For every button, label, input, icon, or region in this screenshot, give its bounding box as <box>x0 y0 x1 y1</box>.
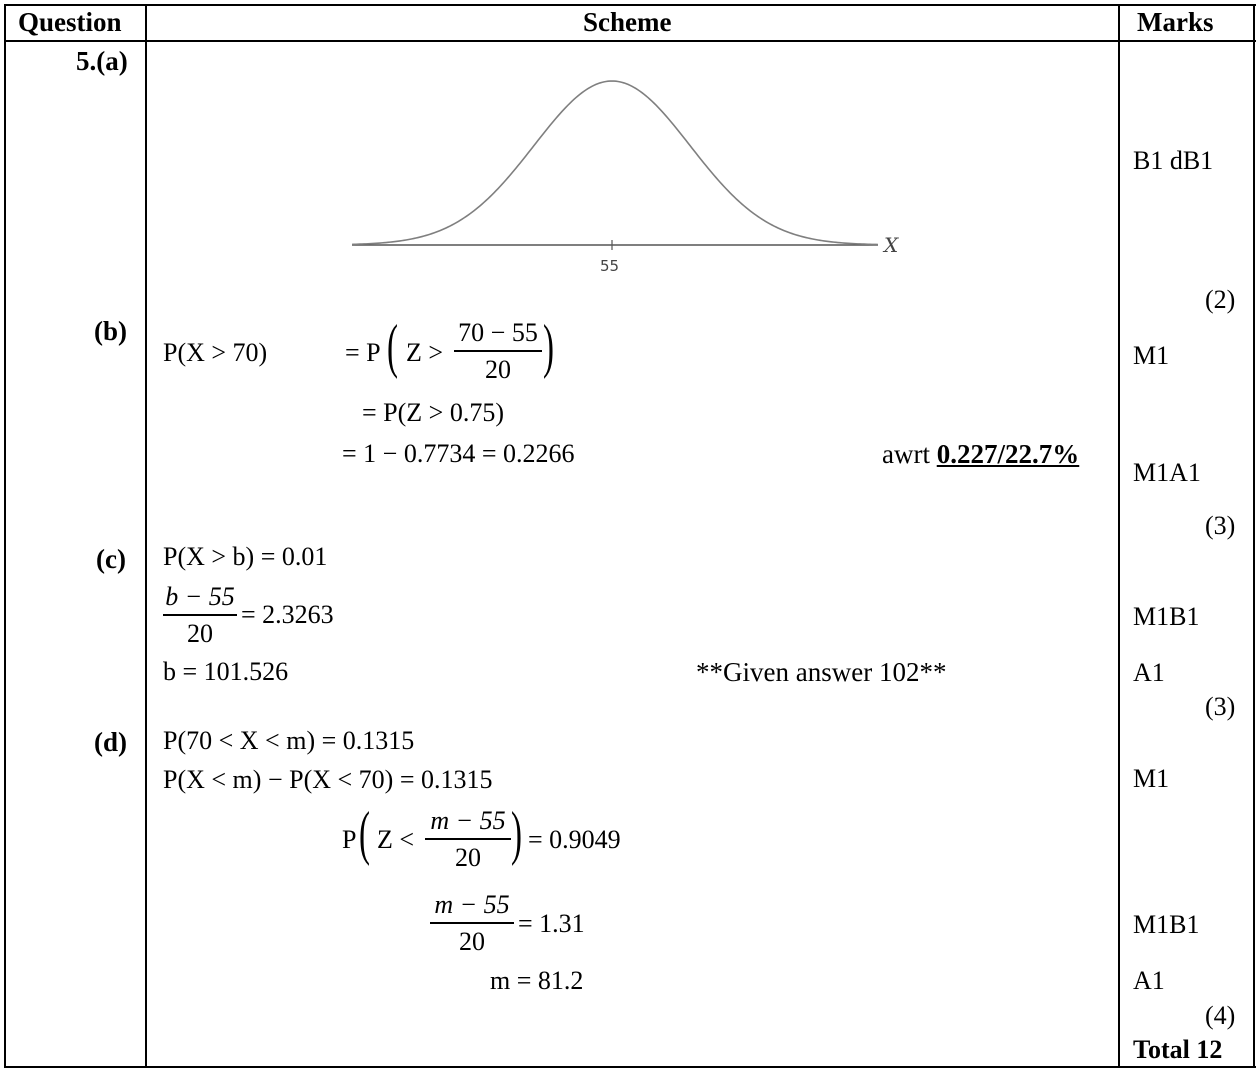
column-divider-1 <box>145 4 147 1068</box>
part-d-frac2-num: m − 55 <box>434 890 510 919</box>
part-c-frac-rhs: = 2.3263 <box>241 600 334 629</box>
part-c-frac-den: 20 <box>187 618 213 648</box>
part-d-frac1-bar <box>425 838 511 840</box>
part-d-fraction-2 <box>430 892 514 955</box>
part-d-mark1: M1 <box>1133 764 1170 793</box>
header-divider <box>4 40 1256 42</box>
part-c-fraction <box>163 584 237 647</box>
part-c-note: **Given answer 102** <box>696 657 947 687</box>
part-d-left-paren: ( <box>359 800 370 866</box>
part-b-fraction <box>454 320 542 383</box>
part-d-mark3: A1 <box>1133 966 1165 995</box>
part-b-line1-pre: = P <box>345 338 381 367</box>
part-a-label: 5.(a) <box>76 46 128 76</box>
part-d-line3-inner: Z < <box>377 825 415 854</box>
part-b-label: (b) <box>94 316 127 346</box>
part-b-left-paren: ( <box>387 313 398 379</box>
table-border-left <box>4 4 6 1068</box>
table-border-bottom <box>4 1066 1256 1068</box>
part-d-line1: P(70 < X < m) = 0.1315 <box>163 726 415 755</box>
part-d-right-paren: ) <box>511 800 522 866</box>
part-d-line3-pre: P <box>342 825 357 854</box>
part-c-frac-num: b − 55 <box>165 582 235 611</box>
header-scheme: Scheme <box>583 7 672 37</box>
part-d-frac1-den: 20 <box>455 842 481 872</box>
part-b-awrt-value: 0.227/22.7% <box>936 439 1080 469</box>
part-b-line1-left: P(X > 70) <box>163 338 268 367</box>
column-divider-2 <box>1118 4 1120 1068</box>
part-c-mark1: M1B1 <box>1133 602 1200 631</box>
part-b-frac-bar <box>454 350 542 352</box>
part-d-total: (4) <box>1205 1001 1236 1030</box>
part-c-mark2: A1 <box>1133 658 1165 687</box>
part-b-line1-inner: Z > <box>406 338 444 367</box>
part-b-line2: = P(Z > 0.75) <box>362 398 504 427</box>
part-d-line4-rhs: = 1.31 <box>518 909 585 938</box>
table-border-top <box>4 4 1256 6</box>
part-b-awrt <box>882 441 1079 468</box>
part-d-line2: P(X < m) − P(X < 70) = 0.1315 <box>163 765 493 794</box>
part-b-line3: = 1 − 0.7734 = 0.2266 <box>342 439 575 468</box>
header-marks: Marks <box>1137 7 1214 37</box>
part-c-line1: P(X > b) = 0.01 <box>163 542 328 571</box>
part-c-label: (c) <box>96 544 126 574</box>
part-c-frac-bar <box>163 614 237 616</box>
part-a-total: (2) <box>1205 285 1236 314</box>
part-d-line3-rhs: = 0.9049 <box>528 825 621 854</box>
bell-curve <box>352 81 878 245</box>
table-border-right <box>1253 4 1255 1068</box>
part-a-marks: B1 dB1 <box>1133 146 1214 175</box>
sketch-tick-label: 55 <box>600 257 620 275</box>
normal-distribution-sketch <box>348 60 908 290</box>
part-d-label: (d) <box>94 727 127 757</box>
part-b-mark2: M1A1 <box>1133 458 1201 487</box>
part-b-mark1: M1 <box>1133 341 1170 370</box>
part-d-mark2: M1B1 <box>1133 910 1200 939</box>
header-question: Question <box>18 7 122 37</box>
sketch-axis-label: X <box>884 233 899 257</box>
part-b-awrt-prefix: awrt <box>882 439 930 469</box>
part-b-total: (3) <box>1205 511 1236 540</box>
part-d-frac1-num: m − 55 <box>430 806 506 835</box>
part-b-frac-den: 20 <box>485 354 511 384</box>
part-b-right-paren: ) <box>543 313 554 379</box>
part-d-line5: m = 81.2 <box>490 966 584 995</box>
part-c-line3: b = 101.526 <box>163 657 289 686</box>
part-c-total: (3) <box>1205 692 1236 721</box>
part-d-frac2-bar <box>430 922 514 924</box>
part-d-fraction-1 <box>425 808 511 871</box>
part-b-frac-num: 70 − 55 <box>458 318 538 347</box>
question-total: Total 12 <box>1133 1035 1223 1064</box>
part-d-frac2-den: 20 <box>459 926 485 956</box>
